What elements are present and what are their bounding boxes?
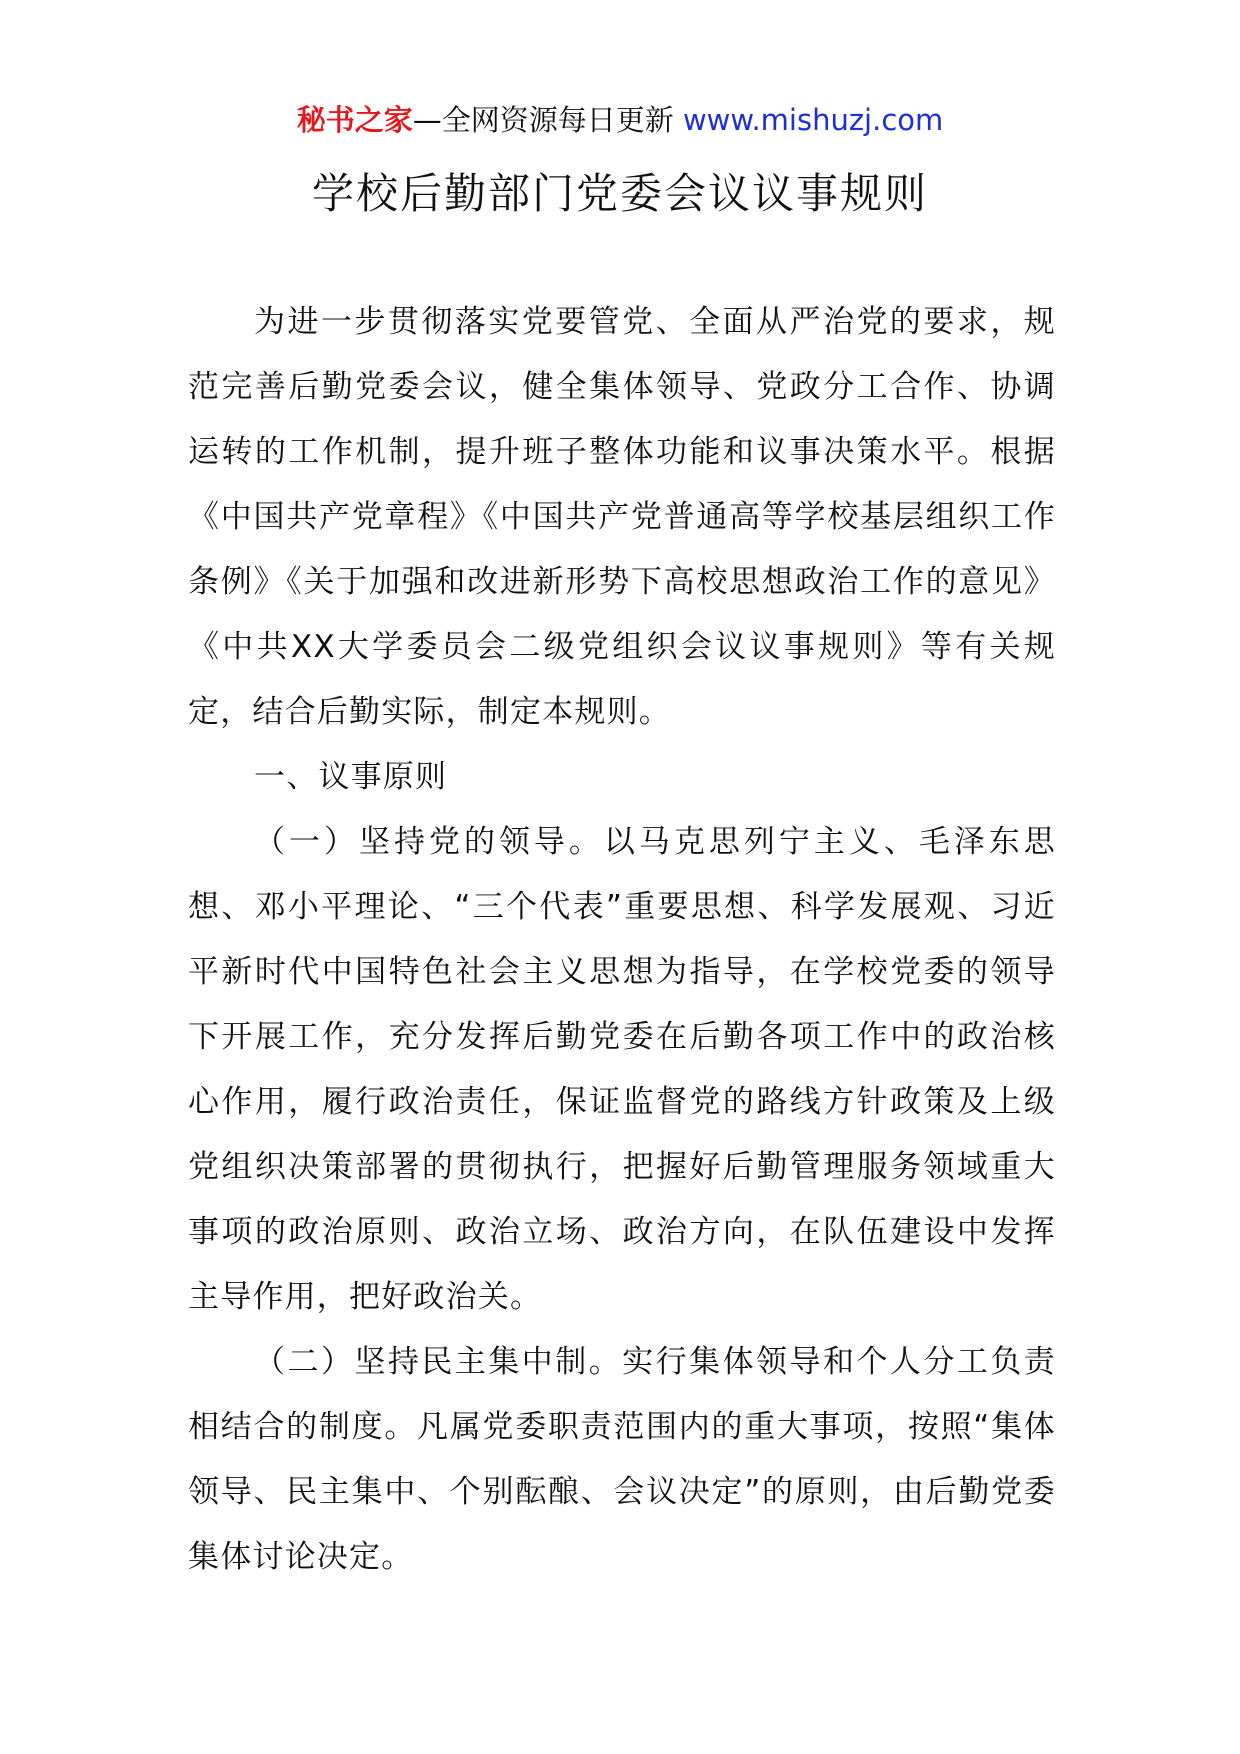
section-heading: 一、议事原则 (254, 759, 448, 795)
site-header (0, 100, 1240, 140)
document-title: 学校后勤部门党委会议议事规则 (311, 169, 928, 218)
document-body (188, 290, 1056, 1590)
intro-paragraph: 为进一步贯彻落实党要管党、全面从严治党的要求，规范完善后勤党委会议，健全集体领导、党政分工合作、协调运转的工作机制，提升班子整体功能和议事决策水平。根据《中国共产党章程》《中国共产党普通高等学校基层组织工作条例》《关于加强和改进新形势下高校思想政治工作的意见》《中共XX大学委员会二级党组织会议议事规则》等有关规定，结合后勤实际，制定本规则。 (188, 304, 1056, 730)
site-slogan: —全网资源每日更新 (412, 103, 683, 137)
principle-item-2: （二）坚持民主集中制。实行集体领导和个人分工负责相结合的制度。凡属党委职责范围内的重大事项，按照“集体领导、民主集中、个别酝酿、会议决定”的原则，由后勤党委集体讨论决定。 (188, 1344, 1056, 1575)
site-url-link[interactable]: www.mishuzj.com (682, 103, 944, 137)
brand-name: 秘书之家 (296, 103, 413, 137)
principle-item-1: （一）坚持党的领导。以马克思列宁主义、毛泽东思想、邓小平理论、“三个代表”重要思想、科学发展观、习近平新时代中国特色社会主义思想为指导，在学校党委的领导下开展工作，充分发挥后勤党委在后勤各项工作中的政治核心作用，履行政治责任，保证监督党的路线方针政策及上级党组织决策部署的贯彻执行，把握好后勤管理服务领域重大事项的政治原则、政治立场、政治方向，在队伍建设中发挥主导作用，把好政治关。 (188, 824, 1056, 1315)
